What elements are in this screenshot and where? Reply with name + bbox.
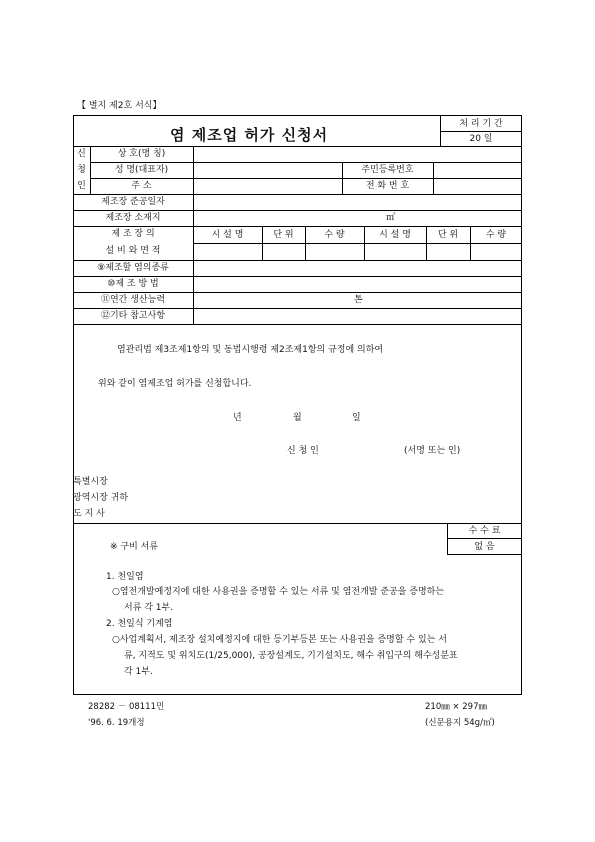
divider [73,260,522,261]
applicant-group-char: 인 [77,181,86,191]
location-label: 제조장 소재지 [105,213,161,223]
divider [73,324,522,325]
method-label: ⑩제 조 방 법 [107,279,159,289]
document-item-text: 류, 지적도 및 위치도(1/25,000), 공장설계도, 기기설치도, 해수 취입구의 해수성분표 [124,651,458,661]
form-code: 28282 － 08111민 [88,702,165,712]
revision-date: '96. 6. 19개정 [88,718,145,728]
document-item-text: ○사업계획서, 제조장 설치예정지에 대한 등기부등본 또는 사용권을 증명할 수 있는 서 [112,635,447,645]
applicant-group-char: 신 [77,149,86,159]
signature-hint: (서명 또는 인) [404,446,461,456]
divider [73,194,522,195]
divider [73,523,522,524]
document-item-title: 1. 천일염 [106,572,144,582]
divider [90,162,522,163]
divider [73,276,522,277]
form-label: 【 별지 제2호 서식】 [77,101,162,111]
recipient-line: 특별시장 [73,477,108,487]
resident-number-label: 주민등록번호 [361,165,414,175]
divider [440,131,522,132]
address-label: 주 소 [131,181,152,191]
document-item-title: 2. 천일식 기계염 [106,619,173,629]
applicant-sign-label: 신 청 인 [287,446,319,456]
divider [73,210,522,211]
applicant-group-char: 청 [77,165,86,175]
recipient-line: 도 지 사 [73,509,105,519]
divider [73,292,522,293]
divider [73,226,522,227]
representative-label: 성 명(대표자) [114,165,169,175]
facility-header: 수 량 [324,230,345,240]
facility-header: 시 설 명 [379,230,411,240]
fee-value: 없 음 [474,542,495,552]
document-item-text: 각 1부. [124,667,153,677]
processing-label: 처 리 기 간 [459,119,503,129]
other-notes-label: ⑫기타 참고사항 [100,311,166,321]
facility-header: 단 위 [437,230,459,240]
fee-label: 수 수 료 [468,526,501,536]
facility-header: 수 량 [485,230,507,240]
capacity-unit: 톤 [354,295,363,305]
date-day: 일 [352,413,361,423]
paper-spec: (신문용지 54g/㎡) [425,718,495,728]
declaration-line2: 위와 같이 염제조업 허가를 신청합니다. [98,379,252,389]
paper-size: 210㎜ × 297㎜ [425,702,487,712]
divider [193,243,522,244]
area-unit: ㎡ [386,213,396,223]
page-title: 염 제조업 허가 신청서 [170,126,329,144]
recipient-line: 광역시장 귀하 [73,493,129,503]
date-month: 월 [293,413,302,423]
capacity-label: ⑪연간 생산능력 [100,295,166,305]
documents-heading: ※ 구비 서류 [110,542,159,552]
processing-value: 20 일 [469,134,493,144]
date-year: 년 [233,413,242,423]
divider [73,146,522,147]
document-item-text: ○염전개발예정지에 대한 사용권을 증명할 수 있는 서류 및 염전개발 준공을 증명하는 [112,587,445,597]
document-item-text: 서류 각 1부. [124,603,174,613]
facility-header: 시 설 명 [211,230,244,240]
divider [447,554,522,555]
facility-label-line2: 설 비 와 면 적 [105,246,161,256]
divider [447,538,522,539]
divider [73,308,522,309]
phone-label: 전 화 번 호 [365,181,410,191]
declaration-line1: 염관리법 제3조제1항의 및 동법시행령 제2조제1항의 규정에 의하여 [117,345,384,355]
salt-type-label: ⑨제조할 염의종류 [97,263,169,273]
divider [90,178,522,179]
completion-date-label: 제조장 준공일자 [101,197,165,207]
facility-label-line1: 제 조 장 의 [111,229,155,239]
divider [433,162,434,194]
facility-header: 단 위 [273,230,294,240]
trade-name-label: 상 호(명 칭) [117,149,166,159]
